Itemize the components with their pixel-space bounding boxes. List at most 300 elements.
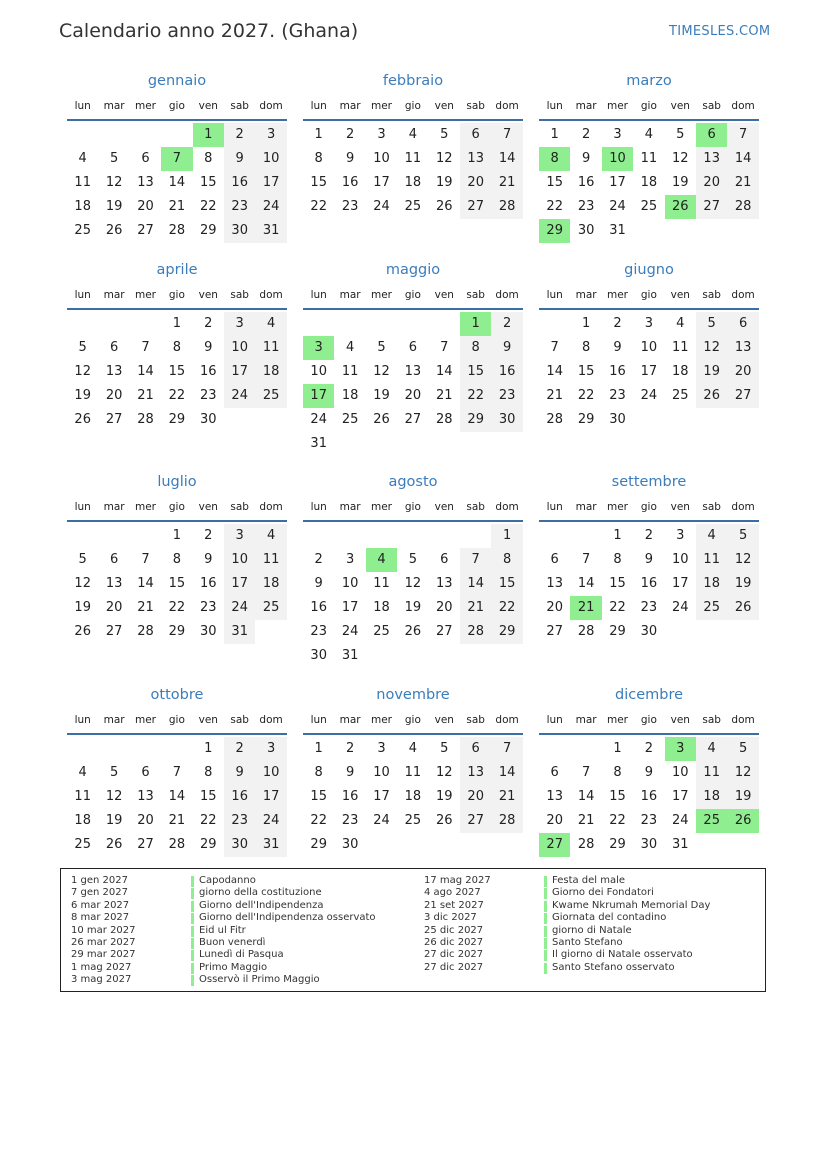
day-cell[interactable]: 14 (137, 576, 154, 591)
day-cell[interactable]: 20 (105, 600, 123, 615)
day-cell[interactable]: 21 (491, 785, 522, 809)
day-cell[interactable]: 14 (460, 572, 491, 596)
day-cell[interactable]: 18 (696, 785, 727, 809)
day-cell[interactable]: 18 (373, 600, 390, 615)
day-cell[interactable]: 13 (404, 364, 422, 379)
day-cell[interactable]: 7 (727, 123, 758, 147)
day-cell[interactable]: 25 (672, 388, 689, 403)
day-cell[interactable]: 5 (727, 524, 758, 548)
day-cell[interactable]: 16 (640, 789, 658, 804)
day-cell[interactable]: 30 (310, 648, 327, 663)
day-cell[interactable]: 20 (546, 813, 563, 828)
day-cell[interactable]: 24 (373, 813, 390, 828)
day-cell[interactable]: 1 (172, 316, 182, 331)
day-cell[interactable]: 9 (581, 151, 591, 166)
day-cell[interactable]: 24 (224, 596, 255, 620)
day-cell[interactable]: 23 (200, 388, 217, 403)
day-cell[interactable]: 13 (546, 789, 563, 804)
day-cell[interactable]: 18 (640, 175, 658, 190)
day-cell[interactable]: 26 (74, 412, 91, 427)
day-cell[interactable]: 2 (204, 316, 213, 331)
day-cell[interactable]: 18 (672, 364, 689, 379)
day-cell[interactable]: 15 (577, 364, 595, 379)
day-cell[interactable]: 23 (491, 384, 522, 408)
day-cell[interactable]: 27 (460, 809, 491, 833)
day-cell[interactable]: 12 (404, 576, 422, 591)
day-cell[interactable]: 2 (613, 316, 622, 331)
day-cell[interactable]: 31 (255, 219, 286, 243)
day-cell[interactable]: 18 (341, 388, 359, 403)
day-cell[interactable]: 27 (105, 412, 123, 427)
day-cell[interactable]: 28 (436, 412, 453, 427)
day-cell[interactable]: 9 (491, 336, 522, 360)
day-cell[interactable]: 4 (408, 127, 418, 142)
day-cell[interactable]: 23 (341, 199, 359, 214)
day-cell[interactable]: 10 (672, 552, 689, 567)
day-cell[interactable]: 20 (105, 388, 123, 403)
day-cell[interactable]: 26 (436, 813, 453, 828)
day-cell[interactable]: 23 (640, 600, 658, 615)
holiday-day-cell[interactable]: 6 (696, 123, 727, 147)
day-cell[interactable]: 19 (672, 175, 689, 190)
day-cell[interactable]: 4 (408, 741, 418, 756)
day-cell[interactable]: 14 (491, 761, 522, 785)
day-cell[interactable]: 9 (345, 765, 355, 780)
day-cell[interactable]: 29 (310, 837, 327, 852)
day-cell[interactable]: 18 (404, 789, 422, 804)
day-cell[interactable]: 23 (224, 195, 255, 219)
day-cell[interactable]: 26 (436, 199, 453, 214)
day-cell[interactable]: 15 (310, 175, 327, 190)
day-cell[interactable]: 27 (137, 837, 154, 852)
day-cell[interactable]: 21 (168, 199, 186, 214)
day-cell[interactable]: 22 (609, 600, 626, 615)
day-cell[interactable]: 5 (109, 765, 119, 780)
brand-logo-text[interactable]: TIMESLES.COM (669, 24, 771, 39)
day-cell[interactable]: 20 (137, 199, 154, 214)
day-cell[interactable]: 10 (255, 761, 286, 785)
day-cell[interactable]: 11 (672, 340, 689, 355)
day-cell[interactable]: 6 (440, 552, 449, 567)
day-cell[interactable]: 11 (696, 761, 727, 785)
day-cell[interactable]: 16 (577, 175, 595, 190)
day-cell[interactable]: 6 (460, 123, 491, 147)
day-cell[interactable]: 3 (613, 127, 622, 142)
day-cell[interactable]: 25 (255, 384, 286, 408)
day-cell[interactable]: 1 (491, 524, 522, 548)
day-cell[interactable]: 24 (255, 809, 286, 833)
day-cell[interactable]: 2 (314, 552, 323, 567)
day-cell[interactable]: 4 (78, 151, 87, 166)
day-cell[interactable]: 23 (224, 809, 255, 833)
day-cell[interactable]: 8 (172, 340, 182, 355)
day-cell[interactable]: 10 (672, 765, 689, 780)
day-cell[interactable]: 8 (314, 151, 323, 166)
day-cell[interactable]: 31 (224, 620, 255, 644)
day-cell[interactable]: 25 (696, 596, 727, 620)
day-cell[interactable]: 10 (224, 548, 255, 572)
day-cell[interactable]: 24 (672, 813, 689, 828)
day-cell[interactable]: 13 (727, 336, 758, 360)
day-cell[interactable]: 22 (168, 388, 186, 403)
day-cell[interactable]: 12 (727, 761, 758, 785)
day-cell[interactable]: 28 (491, 195, 522, 219)
day-cell[interactable]: 16 (224, 171, 255, 195)
day-cell[interactable]: 21 (727, 171, 758, 195)
day-cell[interactable]: 9 (204, 340, 213, 355)
day-cell[interactable]: 5 (408, 552, 418, 567)
day-cell[interactable]: 2 (644, 741, 654, 756)
day-cell[interactable]: 8 (314, 765, 323, 780)
day-cell[interactable]: 22 (460, 384, 491, 408)
day-cell[interactable]: 10 (310, 364, 327, 379)
day-cell[interactable]: 1 (613, 528, 622, 543)
day-cell[interactable]: 24 (373, 199, 390, 214)
day-cell[interactable]: 4 (78, 765, 87, 780)
day-cell[interactable]: 5 (109, 151, 119, 166)
day-cell[interactable]: 3 (644, 316, 654, 331)
day-cell[interactable]: 2 (345, 741, 355, 756)
day-cell[interactable]: 10 (373, 151, 390, 166)
day-cell[interactable]: 2 (204, 528, 213, 543)
day-cell[interactable]: 25 (373, 624, 390, 639)
day-cell[interactable]: 12 (74, 364, 91, 379)
day-cell[interactable]: 30 (224, 219, 255, 243)
day-cell[interactable]: 11 (640, 151, 658, 166)
day-cell[interactable]: 10 (224, 336, 255, 360)
day-cell[interactable]: 16 (224, 785, 255, 809)
day-cell[interactable]: 27 (727, 384, 758, 408)
day-cell[interactable]: 7 (460, 548, 491, 572)
day-cell[interactable]: 25 (74, 837, 91, 852)
day-cell[interactable]: 30 (640, 624, 658, 639)
day-cell[interactable]: 23 (200, 600, 217, 615)
day-cell[interactable]: 17 (341, 600, 359, 615)
day-cell[interactable]: 14 (491, 147, 522, 171)
day-cell[interactable]: 7 (491, 737, 522, 761)
day-cell[interactable]: 2 (224, 123, 255, 147)
day-cell[interactable]: 11 (74, 789, 91, 804)
day-cell[interactable]: 21 (137, 600, 154, 615)
holiday-day-cell[interactable]: 29 (539, 219, 570, 243)
day-cell[interactable]: 19 (727, 785, 758, 809)
day-cell[interactable]: 30 (491, 408, 522, 432)
day-cell[interactable]: 1 (581, 316, 591, 331)
day-cell[interactable]: 31 (255, 833, 286, 857)
day-cell[interactable]: 1 (550, 127, 559, 142)
day-cell[interactable]: 30 (577, 223, 595, 238)
day-cell[interactable]: 9 (204, 552, 213, 567)
day-cell[interactable]: 5 (78, 340, 87, 355)
day-cell[interactable]: 20 (436, 600, 453, 615)
day-cell[interactable]: 29 (609, 837, 626, 852)
day-cell[interactable]: 21 (546, 388, 563, 403)
day-cell[interactable]: 26 (105, 223, 123, 238)
day-cell[interactable]: 15 (310, 789, 327, 804)
day-cell[interactable]: 13 (436, 576, 453, 591)
day-cell[interactable]: 24 (609, 199, 626, 214)
day-cell[interactable]: 12 (436, 765, 453, 780)
day-cell[interactable]: 25 (640, 199, 658, 214)
day-cell[interactable]: 5 (440, 741, 449, 756)
day-cell[interactable]: 22 (609, 813, 626, 828)
day-cell[interactable]: 8 (204, 765, 213, 780)
day-cell[interactable]: 27 (404, 412, 422, 427)
day-cell[interactable]: 19 (105, 199, 123, 214)
day-cell[interactable]: 31 (310, 436, 327, 451)
day-cell[interactable]: 15 (491, 572, 522, 596)
day-cell[interactable]: 18 (255, 572, 286, 596)
day-cell[interactable]: 30 (200, 412, 217, 427)
day-cell[interactable]: 7 (141, 340, 150, 355)
day-cell[interactable]: 24 (310, 412, 327, 427)
day-cell[interactable]: 21 (491, 171, 522, 195)
day-cell[interactable]: 7 (491, 123, 522, 147)
day-cell[interactable]: 2 (491, 312, 522, 336)
day-cell[interactable]: 16 (640, 576, 658, 591)
day-cell[interactable]: 14 (577, 576, 595, 591)
day-cell[interactable]: 12 (672, 151, 689, 166)
day-cell[interactable]: 22 (491, 596, 522, 620)
day-cell[interactable]: 11 (255, 548, 286, 572)
day-cell[interactable]: 6 (550, 765, 559, 780)
day-cell[interactable]: 18 (74, 813, 91, 828)
day-cell[interactable]: 1 (172, 528, 182, 543)
day-cell[interactable]: 10 (341, 576, 359, 591)
day-cell[interactable]: 2 (581, 127, 591, 142)
day-cell[interactable]: 18 (696, 572, 727, 596)
day-cell[interactable]: 18 (404, 175, 422, 190)
day-cell[interactable]: 5 (78, 552, 87, 567)
day-cell[interactable]: 5 (377, 340, 386, 355)
day-cell[interactable]: 14 (436, 364, 453, 379)
day-cell[interactable]: 24 (672, 600, 689, 615)
day-cell[interactable]: 13 (460, 761, 491, 785)
day-cell[interactable]: 8 (613, 765, 622, 780)
day-cell[interactable]: 17 (224, 572, 255, 596)
day-cell[interactable]: 14 (168, 175, 186, 190)
day-cell[interactable]: 29 (609, 624, 626, 639)
day-cell[interactable]: 26 (696, 384, 727, 408)
day-cell[interactable]: 23 (577, 199, 595, 214)
day-cell[interactable]: 8 (613, 552, 622, 567)
day-cell[interactable]: 15 (200, 175, 217, 190)
holiday-day-cell[interactable]: 17 (303, 384, 334, 408)
day-cell[interactable]: 9 (224, 761, 255, 785)
day-cell[interactable]: 7 (440, 340, 449, 355)
day-cell[interactable]: 11 (373, 576, 390, 591)
day-cell[interactable]: 18 (255, 360, 286, 384)
day-cell[interactable]: 27 (436, 624, 453, 639)
day-cell[interactable]: 11 (404, 765, 422, 780)
day-cell[interactable]: 6 (460, 737, 491, 761)
day-cell[interactable]: 6 (109, 552, 119, 567)
day-cell[interactable]: 3 (676, 528, 685, 543)
day-cell[interactable]: 17 (609, 175, 626, 190)
day-cell[interactable]: 13 (546, 576, 563, 591)
day-cell[interactable]: 14 (546, 364, 563, 379)
day-cell[interactable]: 9 (644, 552, 654, 567)
day-cell[interactable]: 25 (404, 199, 422, 214)
day-cell[interactable]: 5 (676, 127, 685, 142)
day-cell[interactable]: 27 (137, 223, 154, 238)
holiday-day-cell[interactable]: 10 (602, 147, 633, 171)
day-cell[interactable]: 23 (640, 813, 658, 828)
day-cell[interactable]: 3 (377, 127, 386, 142)
day-cell[interactable]: 17 (373, 789, 390, 804)
day-cell[interactable]: 1 (314, 741, 323, 756)
day-cell[interactable]: 6 (727, 312, 758, 336)
day-cell[interactable]: 17 (255, 785, 286, 809)
day-cell[interactable]: 30 (341, 837, 359, 852)
day-cell[interactable]: 29 (168, 624, 186, 639)
day-cell[interactable]: 16 (200, 364, 217, 379)
day-cell[interactable]: 7 (581, 552, 591, 567)
day-cell[interactable]: 15 (200, 789, 217, 804)
day-cell[interactable]: 30 (224, 833, 255, 857)
day-cell[interactable]: 31 (672, 837, 689, 852)
day-cell[interactable]: 13 (460, 147, 491, 171)
day-cell[interactable]: 2 (224, 737, 255, 761)
day-cell[interactable]: 20 (696, 171, 727, 195)
day-cell[interactable]: 30 (640, 837, 658, 852)
day-cell[interactable]: 19 (436, 789, 453, 804)
day-cell[interactable]: 26 (74, 624, 91, 639)
day-cell[interactable]: 28 (168, 837, 186, 852)
day-cell[interactable]: 14 (727, 147, 758, 171)
day-cell[interactable]: 29 (200, 837, 217, 852)
day-cell[interactable]: 20 (460, 171, 491, 195)
day-cell[interactable]: 13 (105, 364, 123, 379)
day-cell[interactable]: 18 (74, 199, 91, 214)
day-cell[interactable]: 26 (727, 596, 758, 620)
day-cell[interactable]: 15 (546, 175, 563, 190)
day-cell[interactable]: 27 (696, 195, 727, 219)
holiday-day-cell[interactable]: 8 (539, 147, 570, 171)
day-cell[interactable]: 23 (341, 813, 359, 828)
day-cell[interactable]: 4 (676, 316, 685, 331)
day-cell[interactable]: 1 (314, 127, 323, 142)
day-cell[interactable]: 7 (141, 552, 150, 567)
day-cell[interactable]: 16 (491, 360, 522, 384)
holiday-day-cell[interactable]: 7 (161, 147, 192, 171)
day-cell[interactable]: 2 (345, 127, 355, 142)
day-cell[interactable]: 29 (168, 412, 186, 427)
holiday-day-cell[interactable]: 27 (539, 833, 570, 857)
day-cell[interactable]: 8 (581, 340, 591, 355)
day-cell[interactable]: 15 (609, 789, 626, 804)
day-cell[interactable]: 10 (373, 765, 390, 780)
day-cell[interactable]: 3 (255, 737, 286, 761)
day-cell[interactable]: 7 (550, 340, 559, 355)
day-cell[interactable]: 12 (74, 576, 91, 591)
day-cell[interactable]: 29 (460, 408, 491, 432)
day-cell[interactable]: 3 (345, 552, 355, 567)
holiday-day-cell[interactable]: 1 (193, 123, 224, 147)
day-cell[interactable]: 3 (224, 312, 255, 336)
holiday-day-cell[interactable]: 3 (665, 737, 696, 761)
day-cell[interactable]: 4 (696, 737, 727, 761)
day-cell[interactable]: 13 (137, 175, 154, 190)
day-cell[interactable]: 19 (696, 360, 727, 384)
day-cell[interactable]: 3 (224, 524, 255, 548)
day-cell[interactable]: 19 (373, 388, 390, 403)
day-cell[interactable]: 8 (204, 151, 213, 166)
holiday-day-cell[interactable]: 21 (570, 596, 601, 620)
day-cell[interactable]: 19 (74, 600, 91, 615)
day-cell[interactable]: 20 (727, 360, 758, 384)
day-cell[interactable]: 14 (137, 364, 154, 379)
day-cell[interactable]: 28 (546, 412, 563, 427)
day-cell[interactable]: 6 (109, 340, 119, 355)
day-cell[interactable]: 31 (609, 223, 626, 238)
day-cell[interactable]: 11 (74, 175, 91, 190)
day-cell[interactable]: 10 (255, 147, 286, 171)
day-cell[interactable]: 28 (137, 412, 154, 427)
day-cell[interactable]: 28 (491, 809, 522, 833)
day-cell[interactable]: 29 (491, 620, 522, 644)
day-cell[interactable]: 12 (373, 364, 390, 379)
day-cell[interactable]: 19 (404, 600, 422, 615)
day-cell[interactable]: 20 (137, 813, 154, 828)
day-cell[interactable]: 5 (727, 737, 758, 761)
day-cell[interactable]: 27 (105, 624, 123, 639)
day-cell[interactable]: 17 (373, 175, 390, 190)
day-cell[interactable]: 22 (200, 813, 217, 828)
day-cell[interactable]: 1 (613, 741, 622, 756)
day-cell[interactable]: 12 (436, 151, 453, 166)
day-cell[interactable]: 15 (168, 576, 186, 591)
day-cell[interactable]: 11 (341, 364, 359, 379)
holiday-day-cell[interactable]: 26 (665, 195, 696, 219)
day-cell[interactable]: 28 (577, 624, 595, 639)
day-cell[interactable]: 1 (204, 741, 213, 756)
day-cell[interactable]: 15 (609, 576, 626, 591)
day-cell[interactable]: 25 (74, 223, 91, 238)
day-cell[interactable]: 22 (200, 199, 217, 214)
day-cell[interactable]: 9 (644, 765, 654, 780)
day-cell[interactable]: 19 (105, 813, 123, 828)
day-cell[interactable]: 26 (404, 624, 422, 639)
day-cell[interactable]: 17 (224, 360, 255, 384)
day-cell[interactable]: 7 (581, 765, 591, 780)
holiday-day-cell[interactable]: 25 (696, 809, 727, 833)
day-cell[interactable]: 24 (341, 624, 359, 639)
day-cell[interactable]: 5 (440, 127, 449, 142)
holiday-day-cell[interactable]: 3 (303, 336, 334, 360)
day-cell[interactable]: 16 (310, 600, 327, 615)
day-cell[interactable]: 7 (172, 765, 182, 780)
day-cell[interactable]: 13 (105, 576, 123, 591)
day-cell[interactable]: 6 (550, 552, 559, 567)
day-cell[interactable]: 28 (168, 223, 186, 238)
day-cell[interactable]: 3 (255, 123, 286, 147)
day-cell[interactable]: 17 (255, 171, 286, 195)
day-cell[interactable]: 23 (310, 624, 327, 639)
day-cell[interactable]: 29 (577, 412, 595, 427)
day-cell[interactable]: 19 (74, 388, 91, 403)
day-cell[interactable]: 19 (727, 572, 758, 596)
holiday-day-cell[interactable]: 4 (366, 548, 397, 572)
day-cell[interactable]: 6 (141, 765, 150, 780)
day-cell[interactable]: 17 (672, 789, 689, 804)
day-cell[interactable]: 16 (609, 364, 626, 379)
day-cell[interactable]: 26 (373, 412, 390, 427)
day-cell[interactable]: 14 (577, 789, 595, 804)
day-cell[interactable]: 9 (224, 147, 255, 171)
day-cell[interactable]: 12 (727, 548, 758, 572)
day-cell[interactable]: 4 (644, 127, 654, 142)
